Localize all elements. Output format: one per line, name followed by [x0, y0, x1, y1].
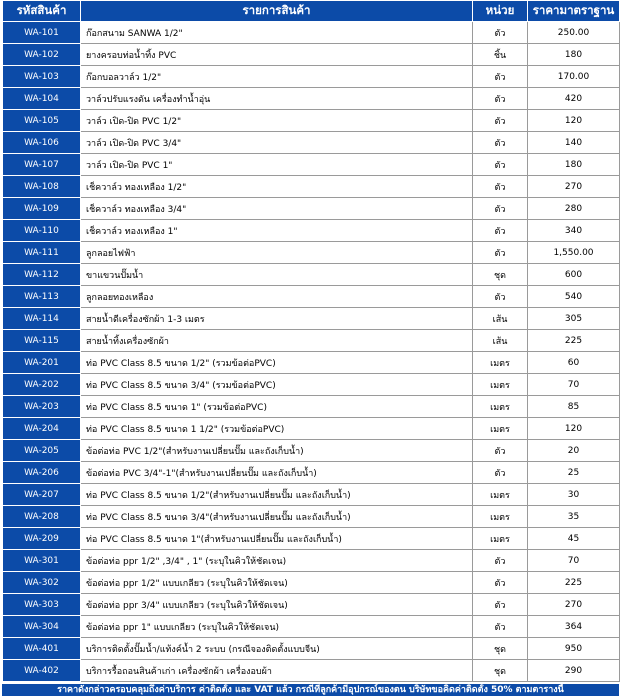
table-row [3, 330, 620, 352]
item-code-cell: WA-109 [3, 198, 81, 220]
item-code-cell: WA-203 [3, 396, 81, 418]
item-unit-cell: ตัว [473, 110, 528, 132]
item-code-cell: WA-209 [3, 528, 81, 550]
item-code-cell: WA-101 [3, 22, 81, 44]
item-description-cell: ขาแขวนปั๊มน้ำ [81, 264, 473, 286]
item-price-cell: 25 [528, 462, 620, 484]
item-price-cell: 270 [528, 594, 620, 616]
item-description-cell: ท่อ PVC Class 8.5 ขนาด 1 1/2" (รวมข้อต่อPVC) [81, 418, 473, 440]
table-row [3, 638, 620, 660]
item-code-cell: WA-202 [3, 374, 81, 396]
item-code-cell: WA-302 [3, 572, 81, 594]
item-price-cell: 225 [528, 330, 620, 352]
item-unit-cell: ตัว [473, 154, 528, 176]
item-price-cell: 1,550.00 [528, 242, 620, 264]
table-row [3, 572, 620, 594]
item-unit-cell: ชุด [473, 660, 528, 682]
item-code-cell: WA-115 [3, 330, 81, 352]
item-price-cell: 340 [528, 220, 620, 242]
item-unit-cell: ตัว [473, 286, 528, 308]
item-price-cell: 120 [528, 110, 620, 132]
item-description-cell: ข้อต่อท่อ PVC 3/4"-1"(สำหรับงานเปลี่ยนปั๊ม และถังเก็บน้ำ) [81, 462, 473, 484]
table-row [3, 484, 620, 506]
item-unit-cell: เมตร [473, 374, 528, 396]
item-description-cell: ท่อ PVC Class 8.5 ขนาด 1" (รวมข้อต่อPVC) [81, 396, 473, 418]
item-code-cell: WA-401 [3, 638, 81, 660]
item-unit-cell: ตัว [473, 176, 528, 198]
item-unit-cell: ตัว [473, 242, 528, 264]
item-price-cell: 60 [528, 352, 620, 374]
table-row [3, 528, 620, 550]
item-description-cell: วาล์วปรับแรงดัน เครื่องทำน้ำอุ่น [81, 88, 473, 110]
table-row [3, 374, 620, 396]
item-unit-cell: ตัว [473, 22, 528, 44]
item-unit-cell: ตัว [473, 616, 528, 638]
table-row [3, 308, 620, 330]
item-code-cell: WA-114 [3, 308, 81, 330]
table-row [3, 286, 620, 308]
item-description-cell: ท่อ PVC Class 8.5 ขนาด 1"(สำหรับงานเปลี่ยนปั๊ม และถังเก็บน้ำ) [81, 528, 473, 550]
item-unit-cell: ตัว [473, 66, 528, 88]
item-description-cell: ก๊อกสนาม SANWA 1/2" [81, 22, 473, 44]
item-code-cell: WA-303 [3, 594, 81, 616]
item-unit-cell: ชุด [473, 264, 528, 286]
item-code-cell: WA-111 [3, 242, 81, 264]
item-code-cell: WA-102 [3, 44, 81, 66]
table-row [3, 176, 620, 198]
item-description-cell: บริการติดตั้งปั๊มน้ำ/แท้งค์น้ำ 2 ระบบ (กรณีจองติดตั้งแบบจีน) [81, 638, 473, 660]
item-price-cell: 70 [528, 550, 620, 572]
item-description-cell: ข้อต่อท่อ ppr 1/2" ,3/4" , 1" (ระบุในคิวให้ชัดเจน) [81, 550, 473, 572]
price-table [2, 0, 620, 682]
item-unit-cell: เส้น [473, 330, 528, 352]
item-unit-cell: ชิ้น [473, 44, 528, 66]
table-row [3, 418, 620, 440]
item-unit-cell: ตัว [473, 572, 528, 594]
item-unit-cell: เมตร [473, 484, 528, 506]
table-row [3, 66, 620, 88]
item-price-cell: 290 [528, 660, 620, 682]
item-description-cell: ข้อต่อท่อ ppr 3/4" แบบเกลียว (ระบุในคิวให้ชัดเจน) [81, 594, 473, 616]
item-description-cell: ลูกลอยไฟฟ้า [81, 242, 473, 264]
item-code-cell: WA-105 [3, 110, 81, 132]
item-price-cell: 364 [528, 616, 620, 638]
item-description-cell: บริการรื้อถอนสินค้าเก่า เครื่องซักผ้า เครื่องอบผ้า [81, 660, 473, 682]
item-unit-cell: เมตร [473, 352, 528, 374]
item-description-cell: ท่อ PVC Class 8.5 ขนาด 1/2"(สำหรับงานเปลี่ยนปั๊ม และถังเก็บน้ำ) [81, 484, 473, 506]
item-unit-cell: ตัว [473, 594, 528, 616]
item-price-cell: 950 [528, 638, 620, 660]
item-description-cell: เช็ควาล์ว ทองเหลือง 3/4" [81, 198, 473, 220]
item-code-cell: WA-205 [3, 440, 81, 462]
item-code-cell: WA-301 [3, 550, 81, 572]
item-price-cell: 225 [528, 572, 620, 594]
table-row [3, 440, 620, 462]
item-code-cell: WA-204 [3, 418, 81, 440]
item-price-cell: 70 [528, 374, 620, 396]
item-price-cell: 180 [528, 154, 620, 176]
table-row [3, 506, 620, 528]
item-description-cell: วาล์ว เปิด-ปิด PVC 1/2" [81, 110, 473, 132]
item-price-cell: 540 [528, 286, 620, 308]
table-row [3, 616, 620, 638]
item-code-cell: WA-107 [3, 154, 81, 176]
item-price-cell: 30 [528, 484, 620, 506]
item-description-cell: ยางครอบท่อน้ำทิ้ง PVC [81, 44, 473, 66]
table-row [3, 352, 620, 374]
item-code-cell: WA-103 [3, 66, 81, 88]
item-price-cell: 305 [528, 308, 620, 330]
item-code-cell: WA-106 [3, 132, 81, 154]
item-description-cell: ก๊อกบอลวาล์ว 1/2" [81, 66, 473, 88]
item-price-cell: 270 [528, 176, 620, 198]
item-code-cell: WA-402 [3, 660, 81, 682]
item-price-cell: 170.00 [528, 66, 620, 88]
item-description-cell: ท่อ PVC Class 8.5 ขนาด 3/4" (รวมข้อต่อPVC) [81, 374, 473, 396]
item-description-cell: วาล์ว เปิด-ปิด PVC 3/4" [81, 132, 473, 154]
table-header-row [3, 1, 620, 22]
item-code-cell: WA-207 [3, 484, 81, 506]
table-row [3, 154, 620, 176]
item-price-cell: 85 [528, 396, 620, 418]
item-description-cell: เช็ควาล์ว ทองเหลือง 1/2" [81, 176, 473, 198]
item-unit-cell: ตัว [473, 88, 528, 110]
item-description-cell: ข้อต่อท่อ PVC 1/2"(สำหรับงานเปลี่ยนปั๊ม และถังเก็บน้ำ) [81, 440, 473, 462]
item-description-cell: วาล์ว เปิด-ปิด PVC 1" [81, 154, 473, 176]
item-price-cell: 20 [528, 440, 620, 462]
table-row [3, 660, 620, 682]
table-row [3, 594, 620, 616]
table-row [3, 198, 620, 220]
price-list-sheet [2, 0, 619, 682]
table-row [3, 396, 620, 418]
item-description-cell: เช็ควาล์ว ทองเหลือง 1" [81, 220, 473, 242]
item-unit-cell: ตัว [473, 462, 528, 484]
item-description-cell: ท่อ PVC Class 8.5 ขนาด 1/2" (รวมข้อต่อPVC) [81, 352, 473, 374]
item-unit-cell: เมตร [473, 528, 528, 550]
item-code-cell: WA-208 [3, 506, 81, 528]
item-code-cell: WA-110 [3, 220, 81, 242]
item-description-cell: ข้อต่อท่อ ppr 1" แบบเกลียว (ระบุในคิวให้ชัดเจน) [81, 616, 473, 638]
item-unit-cell: ตัว [473, 440, 528, 462]
header-description: รายการสินค้า [81, 1, 473, 22]
item-price-cell: 120 [528, 418, 620, 440]
table-row [3, 550, 620, 572]
table-row [3, 110, 620, 132]
table-row [3, 242, 620, 264]
item-code-cell: WA-206 [3, 462, 81, 484]
footer-note: ราคาดังกล่าวครอบคลุมถึงค่าบริการ ค่าติดตั้ง และ VAT แล้ว กรณีที่ลูกค้ามีอุปกรณ์ของตน บริษัทขอคิดค่าติดตั้ง 50% ตามตารางนี้ [2, 684, 619, 696]
table-row [3, 44, 620, 66]
item-code-cell: WA-113 [3, 286, 81, 308]
item-price-cell: 140 [528, 132, 620, 154]
item-unit-cell: ชุด [473, 638, 528, 660]
header-code: รหัสสินค้า [3, 1, 81, 22]
table-body [3, 22, 620, 682]
item-unit-cell: เส้น [473, 308, 528, 330]
item-code-cell: WA-201 [3, 352, 81, 374]
item-description-cell: สายน้ำดีเครื่องซักผ้า 1-3 เมตร [81, 308, 473, 330]
item-description-cell: สายน้ำทิ้งเครื่องซักผ้า [81, 330, 473, 352]
item-price-cell: 600 [528, 264, 620, 286]
item-unit-cell: ตัว [473, 132, 528, 154]
table-row [3, 220, 620, 242]
item-code-cell: WA-108 [3, 176, 81, 198]
item-description-cell: ข้อต่อท่อ ppr 1/2" แบบเกลียว (ระบุในคิวให้ชัดเจน) [81, 572, 473, 594]
table-row [3, 22, 620, 44]
item-description-cell: ท่อ PVC Class 8.5 ขนาด 3/4"(สำหรับงานเปลี่ยนปั๊ม และถังเก็บน้ำ) [81, 506, 473, 528]
item-price-cell: 45 [528, 528, 620, 550]
table-row [3, 264, 620, 286]
item-price-cell: 35 [528, 506, 620, 528]
item-unit-cell: เมตร [473, 506, 528, 528]
table-row [3, 132, 620, 154]
table-row [3, 88, 620, 110]
table-row [3, 462, 620, 484]
item-unit-cell: เมตร [473, 418, 528, 440]
item-code-cell: WA-304 [3, 616, 81, 638]
item-price-cell: 250.00 [528, 22, 620, 44]
item-description-cell: ลูกลอยทองเหลือง [81, 286, 473, 308]
item-code-cell: WA-104 [3, 88, 81, 110]
item-code-cell: WA-112 [3, 264, 81, 286]
item-unit-cell: ตัว [473, 220, 528, 242]
header-price: ราคามาตราฐาน [528, 1, 620, 22]
item-price-cell: 420 [528, 88, 620, 110]
item-price-cell: 180 [528, 44, 620, 66]
header-unit: หน่วย [473, 1, 528, 22]
item-unit-cell: เมตร [473, 396, 528, 418]
item-price-cell: 280 [528, 198, 620, 220]
item-unit-cell: ตัว [473, 550, 528, 572]
item-unit-cell: ตัว [473, 198, 528, 220]
